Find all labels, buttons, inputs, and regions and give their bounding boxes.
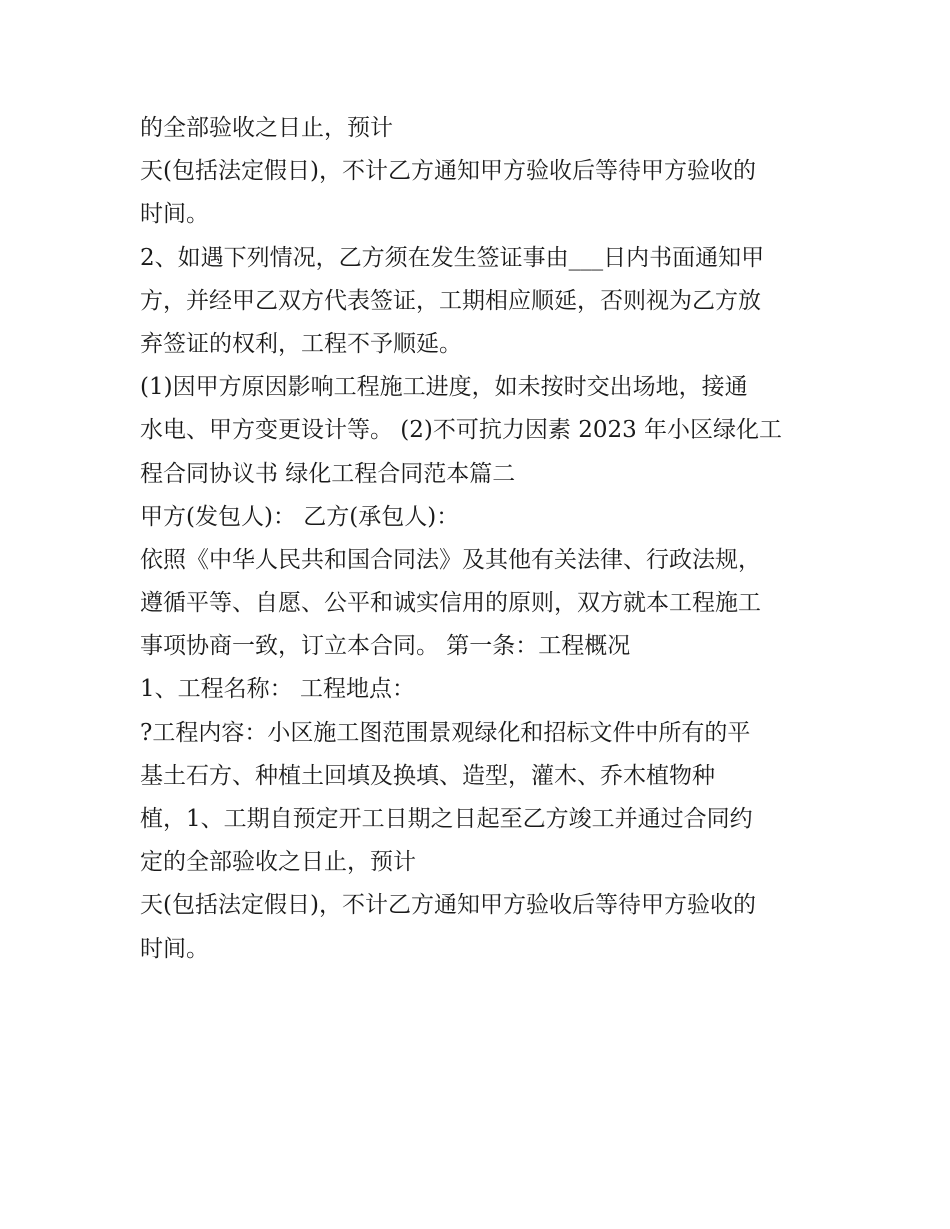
text-line: 甲方(发包人)： 乙方(承包人)： (140, 503, 460, 530)
text-line: 事项协商一致，订立本合同。 第一条：工程概况 (140, 633, 631, 660)
text-line: 程合同协议书 绿化工程合同范本篇二 (140, 460, 516, 487)
text-line: (1)因甲方原因影响工程施工进度，如未按时交出场地，接通 (140, 374, 748, 401)
text-line: 方，并经甲乙双方代表签证，工期相应顺延，否则视为乙方放 (140, 287, 761, 314)
text-line: 依照《中华人民共和国合同法》及其他有关法律、行政法规， (140, 546, 761, 573)
text-line: 时间。 (140, 935, 209, 962)
text-line: 基土石方、种植土回填及换填、造型，灌木、乔木植物种 (140, 762, 715, 789)
text-line: 的全部验收之日止，预计 (140, 115, 393, 141)
text-line: ?工程内容：小区施工图范围景观绿化和招标文件中所有的平 (140, 719, 751, 746)
text-line: 天(包括法定假日)，不计乙方通知甲方验收后等待甲方验收的 (140, 892, 756, 919)
text-line: 弃签证的权利，工程不予顺延。 (140, 330, 462, 357)
text-line: 植，1、工期自预定开工日期之日起至乙方竣工并通过合同约 (140, 806, 753, 832)
text-line: 水电、甲方变更设计等。 (2)不可抗力因素 2023 年小区绿化工 (140, 417, 783, 444)
text-line: 2、如遇下列情况，乙方须在发生签证事由___日内书面通知甲 (140, 244, 765, 271)
contract-text (140, 107, 830, 971)
text-line: 时间。 (140, 201, 209, 228)
text-line: 1、工程名称： 工程地点： (140, 676, 415, 703)
text-line: 遵循平等、自愿、公平和诚实信用的原则，双方就本工程施工 (140, 590, 761, 617)
text-line: 天(包括法定假日)，不计乙方通知甲方验收后等待甲方验收的 (140, 158, 756, 185)
text-line: 定的全部验收之日止，预计 (140, 849, 416, 876)
